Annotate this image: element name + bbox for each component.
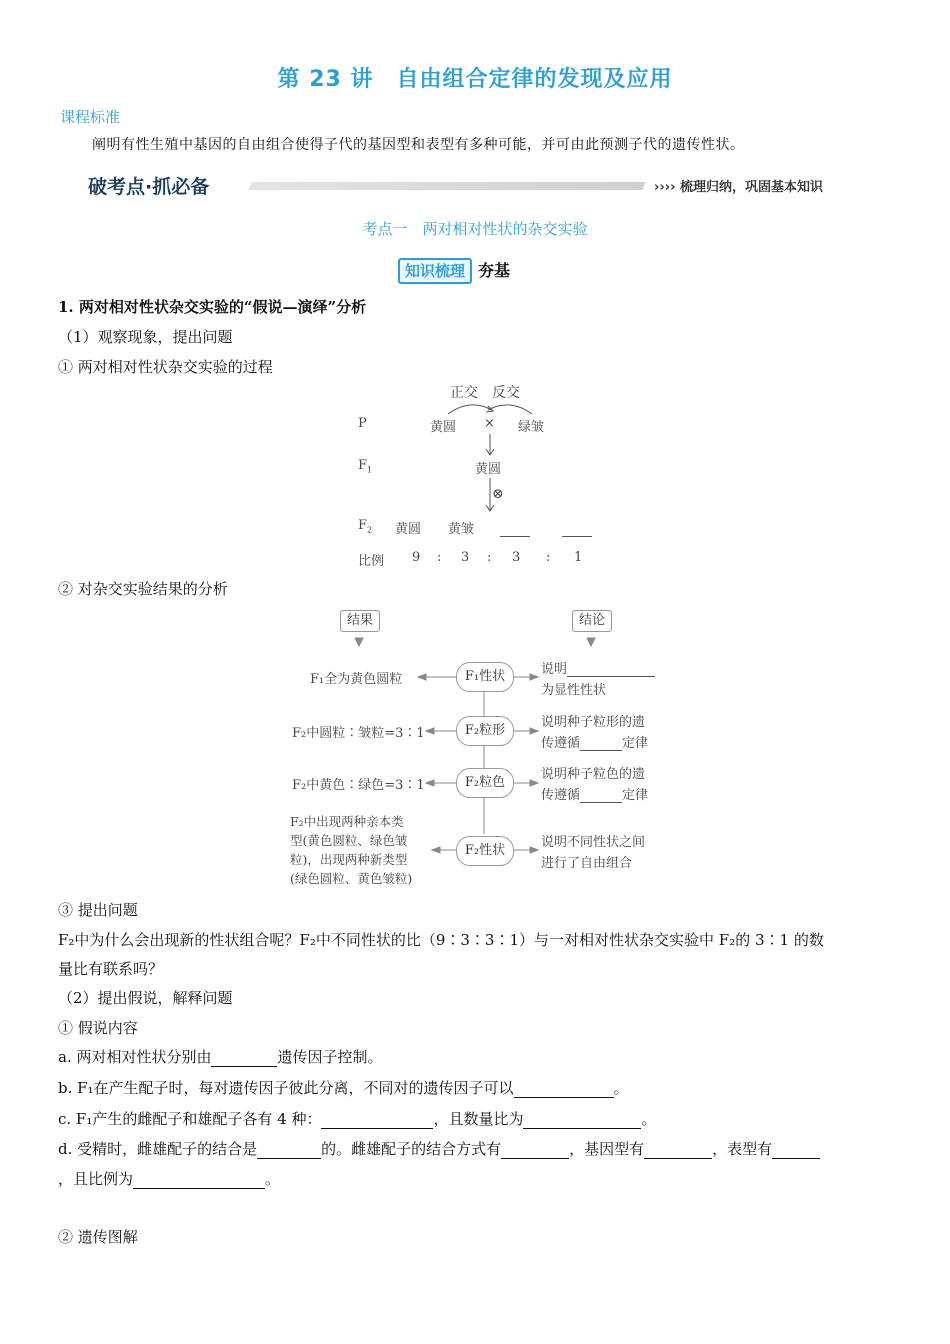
cross-times: × xyxy=(484,416,495,431)
analysis-right-2a: 说明种子粒形的遗 xyxy=(541,715,646,730)
hypo-d: d. 受精时，雌雄配子的结合是 的。雌雄配子的结合方式有 ，基因型有 ，表型有 xyxy=(58,1138,820,1159)
cross-f1-value: 黄圆 xyxy=(475,462,502,477)
cross-p-right: 绿皱 xyxy=(518,420,545,435)
question-line-1: F₂中为什么会出现新的性状组合呢？F₂中不同性状的比（9∶3∶3∶1）与一对相对性状杂交实验中 F₂的 3∶1 的数 xyxy=(58,931,824,949)
hypo-b: b. F₁在产生配子时，每对遗传因子彼此分离，不同对的遗传因子可以 。 xyxy=(58,1079,629,1097)
sub-heading-2: （2）提出假说，解释问题 xyxy=(58,989,233,1007)
cross-f2-b: 黄皱 xyxy=(448,522,475,537)
cross-f1-label: $F_1$ xyxy=(358,458,373,475)
zhishi-suffix: 夯基 xyxy=(478,261,511,280)
analysis-center-3: F₂粒色 xyxy=(456,768,514,798)
cross-fan: 反交 xyxy=(492,385,520,401)
standard-label: 课程标准 xyxy=(60,108,121,126)
question-line-2: 量比有联系吗？ xyxy=(58,960,164,978)
zhishi-box: 知识梳理 xyxy=(398,258,472,284)
hypo-a: a. 两对相对性状分别由 遗传因子控制。 xyxy=(58,1048,383,1066)
zhishi-header xyxy=(398,258,510,284)
conclusion-label: 结论 xyxy=(572,610,612,632)
page-title: 第 23 讲 自由组合定律的发现及应用 xyxy=(277,67,673,92)
analysis-left-4: F₂中出现两种亲本类 型(黄色圆粒、绿色皱 粒)，出现两种新类型 (绿色圆粒、黄色皱粒) xyxy=(290,814,413,886)
item-1: ① 两对相对性状杂交实验的过程 xyxy=(58,358,273,376)
section-banner xyxy=(58,170,858,206)
item-5: ② 遗传图解 xyxy=(58,1228,138,1246)
banner-tag: ›››› 梳理归纳，巩固基本知识 xyxy=(654,180,823,195)
item-3: ③ 提出问题 xyxy=(58,901,138,919)
cross-f2-a: 黄圆 xyxy=(395,522,422,537)
banner-bar xyxy=(249,182,646,190)
analysis-right-2b: 传遵循 定律 xyxy=(541,736,649,751)
ratio-value: 9 xyxy=(412,550,421,565)
hypo-c: c. F₁产生的雌配子和雄配子各有 4 种： ，且数量比为 。 xyxy=(58,1110,657,1128)
analysis-left-1: F₁全为黄色圆粒 xyxy=(310,672,403,687)
cross-ratio-label: 比例 xyxy=(358,554,385,569)
item-2: ② 对杂交实验结果的分析 xyxy=(58,580,228,598)
cross-f2-label: $F_2$ xyxy=(358,518,373,535)
analysis-right-3b: 传遵循 定律 xyxy=(541,788,649,803)
cross-f2-blank-2 xyxy=(562,536,592,537)
hypo-d-cont: ，且比例为 。 xyxy=(58,1170,281,1188)
kaodian-heading: 考点一 两对相对性状的杂交实验 xyxy=(362,220,588,238)
cross-f2-blank-1 xyxy=(500,536,530,537)
ratio-sep: : xyxy=(487,550,492,565)
analysis-center-1: F₁性状 xyxy=(456,662,514,692)
banner-badge: 破考点·抓必备 xyxy=(58,172,244,202)
item-4: ① 假说内容 xyxy=(58,1019,138,1037)
cross-p-label: P xyxy=(358,416,367,431)
ratio-value: 3 xyxy=(461,550,470,565)
cross-arrow-down-1-icon xyxy=(484,434,496,458)
analysis-right-1b: 为显性性状 xyxy=(541,683,607,698)
analysis-right-1a: 说明 xyxy=(541,658,655,677)
cross-zheng: 正交 xyxy=(450,385,478,401)
analysis-center-4: F₂性状 xyxy=(456,836,514,866)
heading-1: 1. 两对相对性状杂交实验的“假说—演绎”分析 xyxy=(58,298,367,316)
analysis-right-4a: 说明不同性状之间 xyxy=(541,835,646,850)
standard-text: 阐明有性生殖中基因的自由组合使得子代的基因型和表型有多种可能，并可由此预测子代的遗传性状。 xyxy=(92,137,745,153)
ratio-sep: : xyxy=(546,550,551,565)
analysis-left-2: F₂中圆粒∶皱粒=3∶1 xyxy=(292,726,425,741)
analysis-center-2: F₂粒形 xyxy=(456,716,514,746)
cross-p-left: 黄圆 xyxy=(430,420,457,435)
selfing-icon: ⊗ xyxy=(492,486,504,502)
analysis-right-3a: 说明种子粒色的遗 xyxy=(541,767,646,782)
ratio-value: 1 xyxy=(574,550,583,565)
analysis-left-3: F₂中黄色∶绿色=3∶1 xyxy=(292,778,425,793)
ratio-sep: : xyxy=(437,550,442,565)
ratio-value: 3 xyxy=(512,550,521,565)
analysis-right-4b: 进行了自由组合 xyxy=(541,856,633,871)
result-label: 结果 xyxy=(340,610,380,632)
sub-heading-1: （1）观察现象，提出问题 xyxy=(58,328,233,346)
